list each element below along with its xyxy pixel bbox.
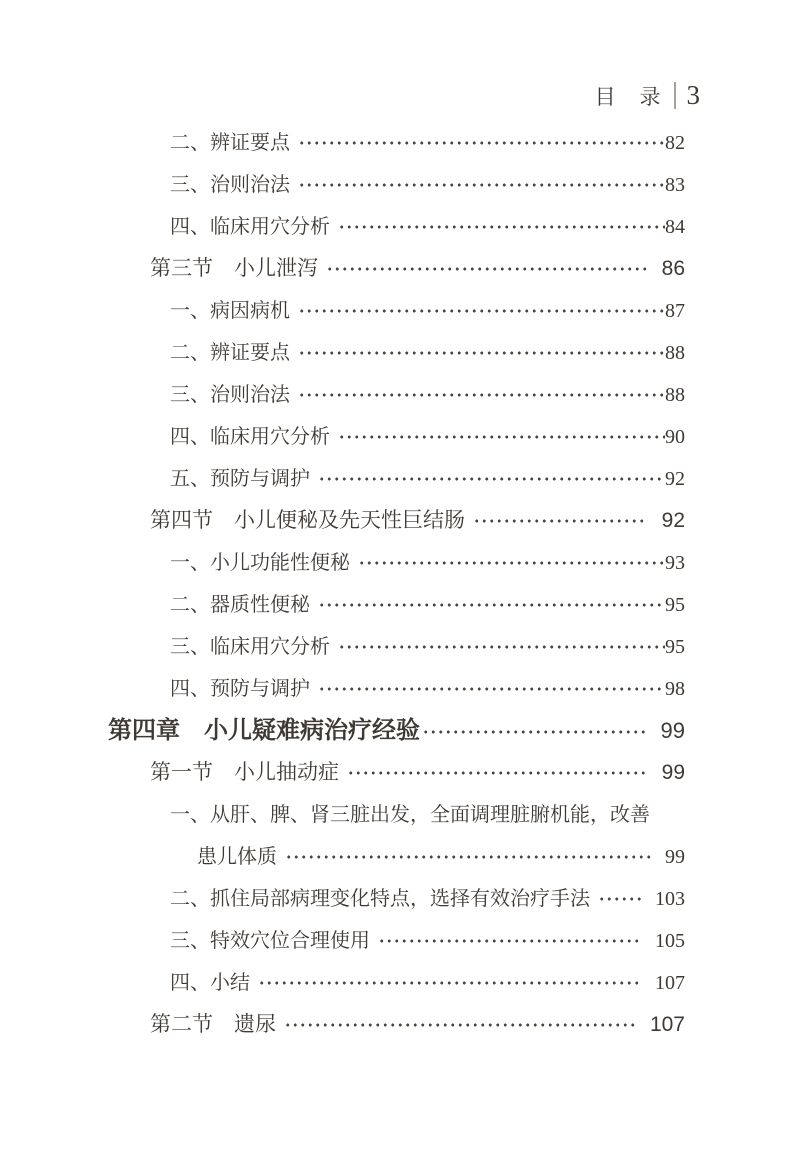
- toc-entry-label: 一、小儿功能性便秘: [170, 552, 350, 574]
- dot-leader: [422, 726, 647, 738]
- dot-leader: [318, 473, 665, 485]
- toc-entry: [100, 297, 685, 325]
- toc-entry: [100, 381, 685, 409]
- toc-entry: [100, 549, 685, 577]
- toc-entry-page: 99: [665, 846, 685, 868]
- toc-entry-label: 四、小结: [170, 972, 250, 994]
- toc-entry: [100, 843, 685, 871]
- dot-leader: [298, 389, 665, 401]
- toc-entry-page: 86: [661, 257, 685, 280]
- toc-entry: [100, 591, 685, 619]
- toc-entry: [100, 885, 685, 913]
- toc-entry-label: 二、器质性便秘: [170, 594, 310, 616]
- toc-entry-label: 一、病因病机: [170, 300, 290, 322]
- toc-entry-page: 88: [665, 384, 685, 406]
- toc-entry-label: 三、特效穴位合理使用: [170, 930, 370, 952]
- dot-leader: [298, 137, 665, 149]
- toc-entry-page: 107: [649, 1013, 685, 1036]
- header-page-number: 3: [686, 80, 700, 110]
- dot-leader: [326, 263, 648, 275]
- dot-leader: [298, 305, 665, 317]
- toc-entry: [100, 423, 685, 451]
- toc-entry-page: 90: [665, 426, 685, 448]
- dot-leader: [598, 893, 641, 905]
- toc-entry: [100, 213, 685, 241]
- toc-entry-page: 88: [665, 342, 685, 364]
- toc-entry: [100, 465, 685, 493]
- toc-entry-label: 患儿体质: [197, 846, 277, 868]
- toc-entry: [100, 969, 685, 997]
- toc-entry-label: 四、预防与调护: [170, 678, 310, 700]
- toc-entry-page: 95: [665, 594, 685, 616]
- dot-leader: [285, 851, 651, 863]
- toc-entry-label: 二、辨证要点: [170, 342, 290, 364]
- toc-entry-label: 二、辨证要点: [170, 132, 290, 154]
- dot-leader: [338, 641, 665, 653]
- toc-entry-label: 第二节 遗尿: [150, 1013, 276, 1036]
- toc-entry: [100, 717, 685, 745]
- toc-entry-page: 99: [660, 718, 685, 743]
- toc-entry-page: 95: [665, 636, 685, 658]
- toc-entry: [100, 507, 685, 535]
- toc-entry: [100, 339, 685, 367]
- toc-entry-label: 三、治则治法: [170, 174, 290, 196]
- toc-entry: [100, 927, 685, 955]
- toc-list: [100, 129, 685, 1053]
- toc-entry-label: 四、临床用穴分析: [170, 426, 330, 448]
- toc-entry: [100, 171, 685, 199]
- toc-entry: [100, 1011, 685, 1039]
- dot-leader: [258, 977, 641, 989]
- dot-leader: [318, 683, 665, 695]
- dot-leader: [473, 515, 648, 527]
- toc-entry: [100, 255, 685, 283]
- toc-entry-label: 四、临床用穴分析: [170, 216, 330, 238]
- toc-entry: [100, 633, 685, 661]
- toc-entry: [100, 129, 685, 157]
- toc-entry-page: 98: [665, 678, 685, 700]
- dot-leader: [298, 179, 665, 191]
- toc-entry-label: 五、预防与调护: [170, 468, 310, 490]
- toc-entry-page: 87: [665, 300, 685, 322]
- dot-leader: [347, 767, 648, 779]
- toc-entry-page: 83: [665, 174, 685, 196]
- toc-entry-page: 93: [665, 552, 685, 574]
- toc-entry-page: 92: [661, 509, 685, 532]
- toc-entry: [100, 759, 685, 787]
- dot-leader: [338, 221, 665, 233]
- dot-leader: [298, 347, 665, 359]
- toc-entry-label: 三、治则治法: [170, 384, 290, 406]
- toc-entry-page: 82: [665, 132, 685, 154]
- dot-leader: [358, 557, 665, 569]
- dot-leader: [284, 1019, 636, 1031]
- header-divider: [674, 82, 676, 109]
- toc-header-title: 目 录: [594, 85, 670, 109]
- toc-entry-page: 92: [665, 468, 685, 490]
- page-header: [595, 80, 700, 111]
- toc-entry-label: 第三节 小儿泄泻: [150, 257, 318, 280]
- toc-entry: [100, 675, 685, 703]
- toc-entry-label: 第四节 小儿便秘及先天性巨结肠: [150, 509, 465, 532]
- toc-entry-label: 第四章 小儿疑难病治疗经验: [108, 717, 420, 744]
- toc-entry-page: 105: [655, 930, 685, 952]
- toc-entry-page: 84: [665, 216, 685, 238]
- toc-entry-page: 99: [661, 761, 685, 784]
- toc-entry-label: 二、抓住局部病理变化特点，选择有效治疗手法: [170, 888, 590, 910]
- toc-entry: [100, 801, 685, 829]
- toc-entry-page: 107: [655, 972, 685, 994]
- dot-leader: [378, 935, 641, 947]
- dot-leader: [338, 431, 665, 443]
- toc-entry-label: 一、从肝、脾、肾三脏出发，全面调理脏腑机能，改善: [170, 804, 650, 826]
- toc-entry-page: 103: [655, 888, 685, 910]
- toc-entry-label: 第一节 小儿抽动症: [150, 761, 339, 784]
- toc-entry-label: 三、临床用穴分析: [170, 636, 330, 658]
- dot-leader: [318, 599, 665, 611]
